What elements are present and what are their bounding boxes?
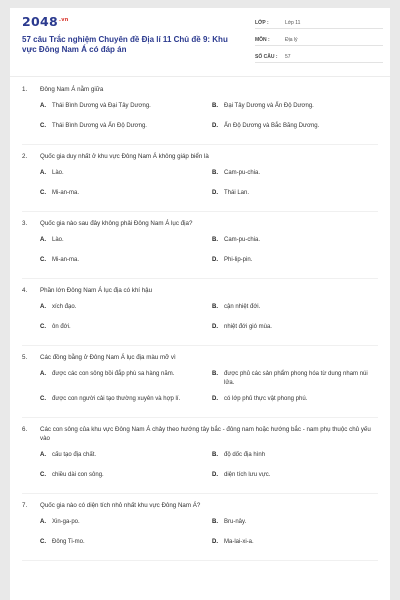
answer-text: Đại Tây Dương và Ấn Độ Dương. [224,103,314,109]
answer-letter: B. [212,452,218,458]
answer-option[interactable] [212,370,378,387]
question-stem: Quốc gia nào có diện tích nhỏ nhất khu vực Đông Nam Á? [40,502,201,509]
answer-options [22,303,378,343]
answer-option[interactable] [212,303,378,315]
meta-key: MÔN : [255,37,270,43]
answer-text: Ấn Độ Dương và Bắc Băng Dương. [224,123,320,129]
answer-text: Phi-lip-pin. [224,257,253,263]
question-text [22,152,378,161]
answer-letter: A. [40,170,46,176]
question-item [10,418,390,494]
answer-option[interactable] [212,236,378,248]
answer-text: độ dốc địa hình [224,452,266,458]
answer-letter: C. [40,396,46,402]
answer-letter: A. [40,304,46,310]
answer-letter: B. [212,519,218,525]
answer-option[interactable] [212,323,378,335]
answer-letter: C. [40,324,46,330]
question-number: 7. [22,502,28,509]
answer-letter: D. [212,123,218,129]
answer-option[interactable] [212,451,378,463]
answer-text: Cam-pu-chia. [224,170,261,176]
question-text [22,501,378,510]
answer-option[interactable] [212,122,378,134]
answer-option[interactable] [40,189,206,201]
answer-text: cận nhiệt đới. [224,304,261,310]
answer-option[interactable] [212,256,378,268]
answer-option[interactable] [212,518,378,530]
meta-row-subject [255,33,383,46]
answer-option[interactable] [212,471,378,483]
meta-key: LỚP : [255,20,269,26]
answer-letter: C. [40,539,46,545]
logo-domain: .vn [59,16,69,23]
question-text [22,425,378,443]
answer-option[interactable] [40,395,206,407]
answer-text: Thái Lan. [224,190,250,196]
answer-text: Thái Bình Dương và Ấn Độ Dương. [52,123,147,129]
answer-option[interactable] [212,102,378,114]
answer-letter: B. [212,237,218,243]
answer-option[interactable] [40,538,206,550]
question-number: 1. [22,86,28,93]
answer-letter: D. [212,190,218,196]
answer-letter: A. [40,371,46,377]
answer-options [22,518,378,558]
answer-option[interactable] [40,122,206,134]
answer-text: diện tích lưu vực. [224,472,271,478]
question-text [22,286,378,295]
question-text [22,85,378,94]
answer-options [22,102,378,142]
answer-letter: C. [40,123,46,129]
document-meta [255,16,383,67]
answer-text: Xin-ga-po. [52,519,80,525]
answer-options [22,236,378,276]
answer-option[interactable] [212,538,378,550]
answer-text: Bru-nây. [224,519,247,525]
question-item [10,145,390,212]
answer-letter: C. [40,257,46,263]
answer-text: được các con sông bồi đắp phù sa hàng năm. [52,371,175,377]
answer-option[interactable] [40,256,206,268]
answer-text: Mi-an-ma. [52,190,80,196]
answer-option[interactable] [40,102,206,114]
answer-option[interactable] [212,395,378,407]
logo-text: 2048 [22,14,58,29]
header-divider [10,76,390,77]
answer-letter: A. [40,519,46,525]
answer-options [22,370,378,415]
meta-row-count [255,50,383,63]
question-number: 4. [22,287,28,294]
question-number: 6. [22,426,28,433]
meta-value: 57 [285,54,291,60]
answer-text: nhiệt đới gió mùa. [224,324,272,330]
answer-text: Thái Bình Dương và Đại Tây Dương. [52,103,151,109]
answer-text: chiều dài con sông. [52,472,104,478]
question-text [22,219,378,228]
meta-key: SỐ CÂU : [255,54,278,60]
answer-text: có lớp phủ thực vật phong phú. [224,396,308,402]
answer-option[interactable] [40,236,206,248]
question-stem: Đông Nam Á nằm giữa [40,86,104,93]
question-number: 2. [22,153,28,160]
answer-option[interactable] [40,323,206,335]
answer-letter: A. [40,452,46,458]
answer-text: Cam-pu-chia. [224,237,261,243]
answer-letter: D. [212,539,218,545]
answer-text: Mi-an-ma. [52,257,80,263]
answer-option[interactable] [212,189,378,201]
question-stem: Phần lớn Đông Nam Á lục địa có khí hậu [40,287,153,294]
question-divider [22,560,378,561]
question-number: 5. [22,354,28,361]
question-number: 3. [22,220,28,227]
answer-text: Lào. [52,170,64,176]
question-item [10,212,390,279]
answer-text: Đông Ti-mo. [52,539,85,545]
answer-letter: D. [212,472,218,478]
answer-text: xích đạo. [52,304,77,310]
answer-letter: D. [212,257,218,263]
answer-option[interactable] [212,169,378,181]
answer-text: được phủ các sản phẩm phong hóa từ dung nham núi lửa. [224,371,368,386]
answer-option[interactable] [40,169,206,181]
question-stem: Quốc gia duy nhất ở khu vực Đông Nam Á không giáp biển là [40,153,209,160]
question-list [10,78,390,561]
document-title: 57 câu Trắc nghiệm Chuyên đề Địa lí 11 Chủ đề 9: Khu vực Đông Nam Á có đáp án [22,35,228,54]
question-item [10,494,390,561]
answer-text: Ma-lai-xi-a. [224,539,254,545]
document-page [10,8,390,600]
answer-letter: C. [40,472,46,478]
answer-option[interactable] [40,303,206,315]
answer-letter: D. [212,396,218,402]
question-stem: Các con sông của khu vực Đông Nam Á chảy theo hướng tây bắc - đông nam hoặc hướng bắc - nam phụ thuộc chủ yếu vào [40,426,371,442]
answer-letter: A. [40,237,46,243]
answer-letter: A. [40,103,46,109]
question-text [22,353,378,362]
answer-options [22,169,378,209]
meta-value: Địa lý [285,37,298,43]
question-item [10,346,390,418]
answer-text: được con người cải tạo thường xuyên và hợp lí. [52,396,181,402]
answer-option[interactable] [40,451,206,463]
answer-letter: B. [212,103,218,109]
answer-letter: C. [40,190,46,196]
answer-text: ôn đới. [52,324,71,330]
answer-option[interactable] [40,471,206,483]
answer-option[interactable] [40,518,206,530]
document-header [10,8,390,74]
question-item [10,279,390,346]
meta-value: Lớp 11 [285,20,301,26]
meta-row-class [255,16,383,29]
answer-letter: B. [212,371,218,377]
question-stem: Các đồng bằng ở Đông Nam Á lục địa màu mỡ vì [40,354,176,361]
answer-letter: B. [212,170,218,176]
answer-options [22,451,378,491]
answer-text: cấu tạo địa chất. [52,452,97,458]
answer-option[interactable] [40,370,206,387]
question-stem: Quốc gia nào sau đây không phải Đông Nam Á lục địa? [40,220,193,227]
answer-letter: D. [212,324,218,330]
answer-letter: B. [212,304,218,310]
answer-text: Lào. [52,237,64,243]
question-item [10,78,390,145]
